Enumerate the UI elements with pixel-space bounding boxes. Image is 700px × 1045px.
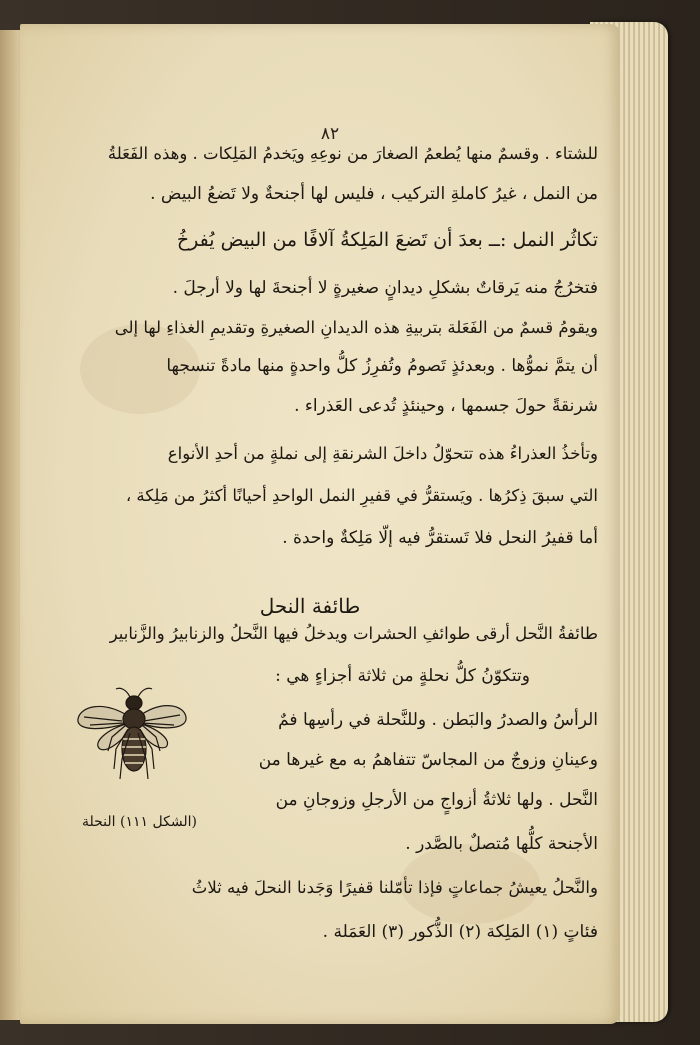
text-line-6: أن يتمَّ نموُّها . وبعدئذٍ تَصومُ وتُفرِزُ كلُّ واحدةٍ منها مادةً تنسجها bbox=[166, 356, 598, 376]
text-line-2: من النمل ، غيرُ كاملةِ التركيب ، فليس لها أجنحةٌ ولا تَضعُ البيض . bbox=[150, 184, 598, 204]
text-line-18: فئاتٍ (١) المَلِكة (٢) الذُّكور (٣) العَمَلة . bbox=[322, 922, 598, 942]
page-number: ٨٢ bbox=[320, 124, 340, 144]
bee-icon bbox=[78, 688, 186, 779]
section-title: طائفة النحل bbox=[259, 594, 361, 618]
bee-illustration bbox=[72, 679, 192, 794]
text-line-15: النَّحل . ولها ثلاثةُ أزواجٍ من الأرجلِ وزوجانِ من bbox=[275, 790, 598, 810]
text-line-5: ويقومُ قسمٌ من الفَعَلة بتربيةِ هذه الديدانِ الصغيرةِ وتقديمِ الغذاءِ لها إلى bbox=[114, 318, 598, 337]
text-line-9: التي سبقَ ذِكرُها . ويَستقرُّ في قفيرِ النمل الواحدِ أحيانًا أكثرُ من مَلِكة ، bbox=[125, 486, 598, 505]
figure-caption: (الشكل ١١١) النحلة bbox=[82, 814, 197, 830]
text-line-4: فتخرُجُ منه يَرقاتٌ بشكلِ ديدانٍ صغيرةٍ لا أجنحةَ لها ولا أرجلَ . bbox=[172, 278, 598, 298]
text-line-10: أما قفيرُ النحل فلا تَستقرُّ فيه إلّا مَلِكةٌ واحدة . bbox=[282, 528, 598, 548]
text-line-11: طائفةُ النَّحل أرقى طوائفِ الحشرات ويدخلُ فيها النَّحلُ والزنابيرُ والزَّنابير bbox=[109, 624, 598, 643]
text-line-7: شرنقةً حولَ جسمها ، وحينئذٍ تُدعى العَذراء . bbox=[294, 396, 598, 416]
text-line-17: والنَّحلُ يعيشُ جماعاتٍ فإذا تأمّلنا قفيرًا وَجَدنا النحلَ فيه ثلاثُ bbox=[191, 878, 598, 897]
text-line-14: وعينانِ وزوجٌ من المجاسّ تتفاهمُ به مع غيرها من bbox=[258, 750, 598, 770]
text-line-8: وتأخذُ العذراءُ هذه تتحوّلُ داخلَ الشرنقةِ إلى نملةٍ من أحدِ الأنواع bbox=[167, 444, 598, 463]
book-page bbox=[20, 24, 620, 1024]
text-line-16: الأجنحة كلُّها مُتصلٌ بالصَّدر . bbox=[405, 834, 598, 854]
text-line-13: الرأسُ والصدرُ والبَطن . وللنَّحلة في رأسِها فمٌ bbox=[278, 710, 598, 730]
text-line-12: وتتكوّنُ كلُّ نحلةٍ من ثلاثة أجزاءٍ هي : bbox=[275, 666, 530, 686]
text-line-1: للشتاء . وقسمٌ منها يُطعمُ الصغارَ من نوعِهِ ويَخدمُ المَلِكات . وهذه الفَعَلةُ bbox=[107, 144, 598, 163]
text-line-3: تكاثُر النمل :ــ بعدَ أن تَضعَ المَلِكةُ آلافًا من البيض يُفرخُ bbox=[176, 229, 598, 251]
